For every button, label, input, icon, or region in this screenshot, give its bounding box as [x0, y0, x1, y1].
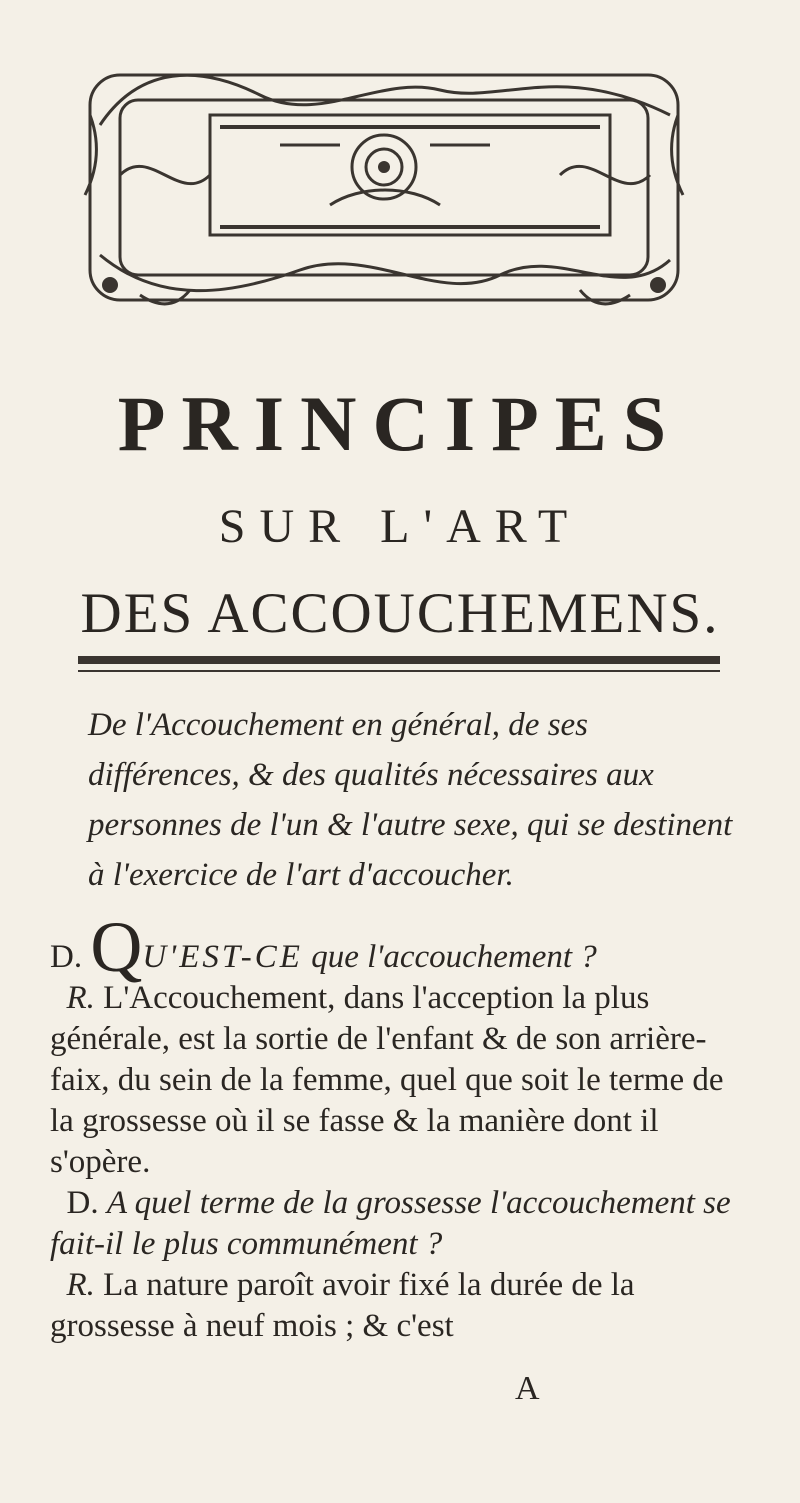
answer-text: La nature paroît avoir fixé la durée de la grossesse à neuf mois ; & c'est — [50, 1267, 635, 1344]
divider-rule-thin — [78, 670, 720, 672]
book-subtitle: SUR L'ART — [218, 500, 582, 553]
headpiece-ornament-icon — [80, 55, 688, 320]
book-subtitle-second-line: DES ACCOUCHEMENS. — [80, 582, 720, 645]
question-marker: D. — [50, 939, 83, 975]
question-text: A quel terme de la grossesse l'accouchement se fait-il le plus communément ? — [50, 1185, 731, 1262]
answer-marker: R. — [66, 1267, 95, 1303]
body-text — [50, 907, 740, 1347]
answer-2 — [50, 1265, 740, 1347]
book-title: PRINCIPES — [117, 380, 683, 467]
question-marker: D. — [66, 1185, 99, 1221]
divider-rule-thick — [78, 656, 720, 664]
drop-cap: Q — [90, 907, 143, 987]
answer-marker: R. — [66, 980, 95, 1016]
answer-1 — [50, 978, 740, 1183]
signature-mark: A — [515, 1370, 540, 1407]
question-2 — [50, 1183, 740, 1265]
question-smallcaps: U'EST-CE — [142, 939, 303, 975]
question-1 — [50, 907, 740, 987]
question-text: que l'accouchement ? — [311, 939, 597, 975]
chapter-heading: De l'Accouchement en général, de ses différences, & des qualités nécessaires aux personnes de l'un & l'autre sexe, qui se destinent à l'exercice de l'art d'accoucher. — [88, 707, 733, 893]
answer-text: L'Accouchement, dans l'acception la plus générale, est la sortie de l'enfant & de son arrière-faix, du sein de la femme, quel que soit le terme de la grossesse où il se fasse & la manière dont il s'opère. — [50, 980, 724, 1180]
